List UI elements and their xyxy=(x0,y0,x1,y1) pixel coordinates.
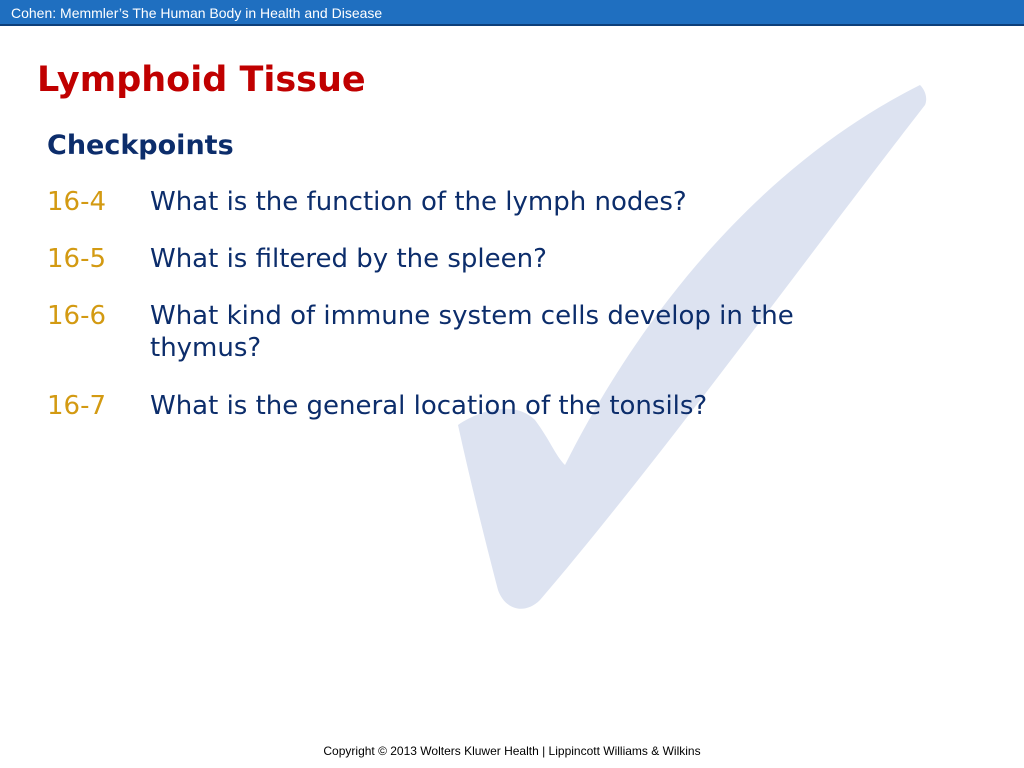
checkpoint-question: What is the general location of the tonsils? xyxy=(150,391,708,421)
checkpoint-number: 16-5 xyxy=(47,244,107,274)
checkpoint-question: What kind of immune system cells develop in the thymus? xyxy=(150,301,794,363)
checkpoint-number: 16-6 xyxy=(47,301,107,331)
checkpoint-question: What is the function of the lymph nodes? xyxy=(150,187,687,217)
checkpoints-heading: Checkpoints xyxy=(47,130,234,161)
header-bar xyxy=(0,0,1024,26)
footer-copyright xyxy=(0,744,1024,758)
slide-title: Lymphoid Tissue xyxy=(37,60,366,100)
checkpoint-question: What is filtered by the spleen? xyxy=(150,244,547,274)
checkpoint-number: 16-4 xyxy=(47,187,107,217)
copyright-text: Copyright © 2013 Wolters Kluwer Health | Lippincott Williams & Wilkins xyxy=(323,744,701,758)
checkpoint-number: 16-7 xyxy=(47,391,107,421)
header-title: Cohen: Memmler’s The Human Body in Health and Disease xyxy=(11,5,383,21)
